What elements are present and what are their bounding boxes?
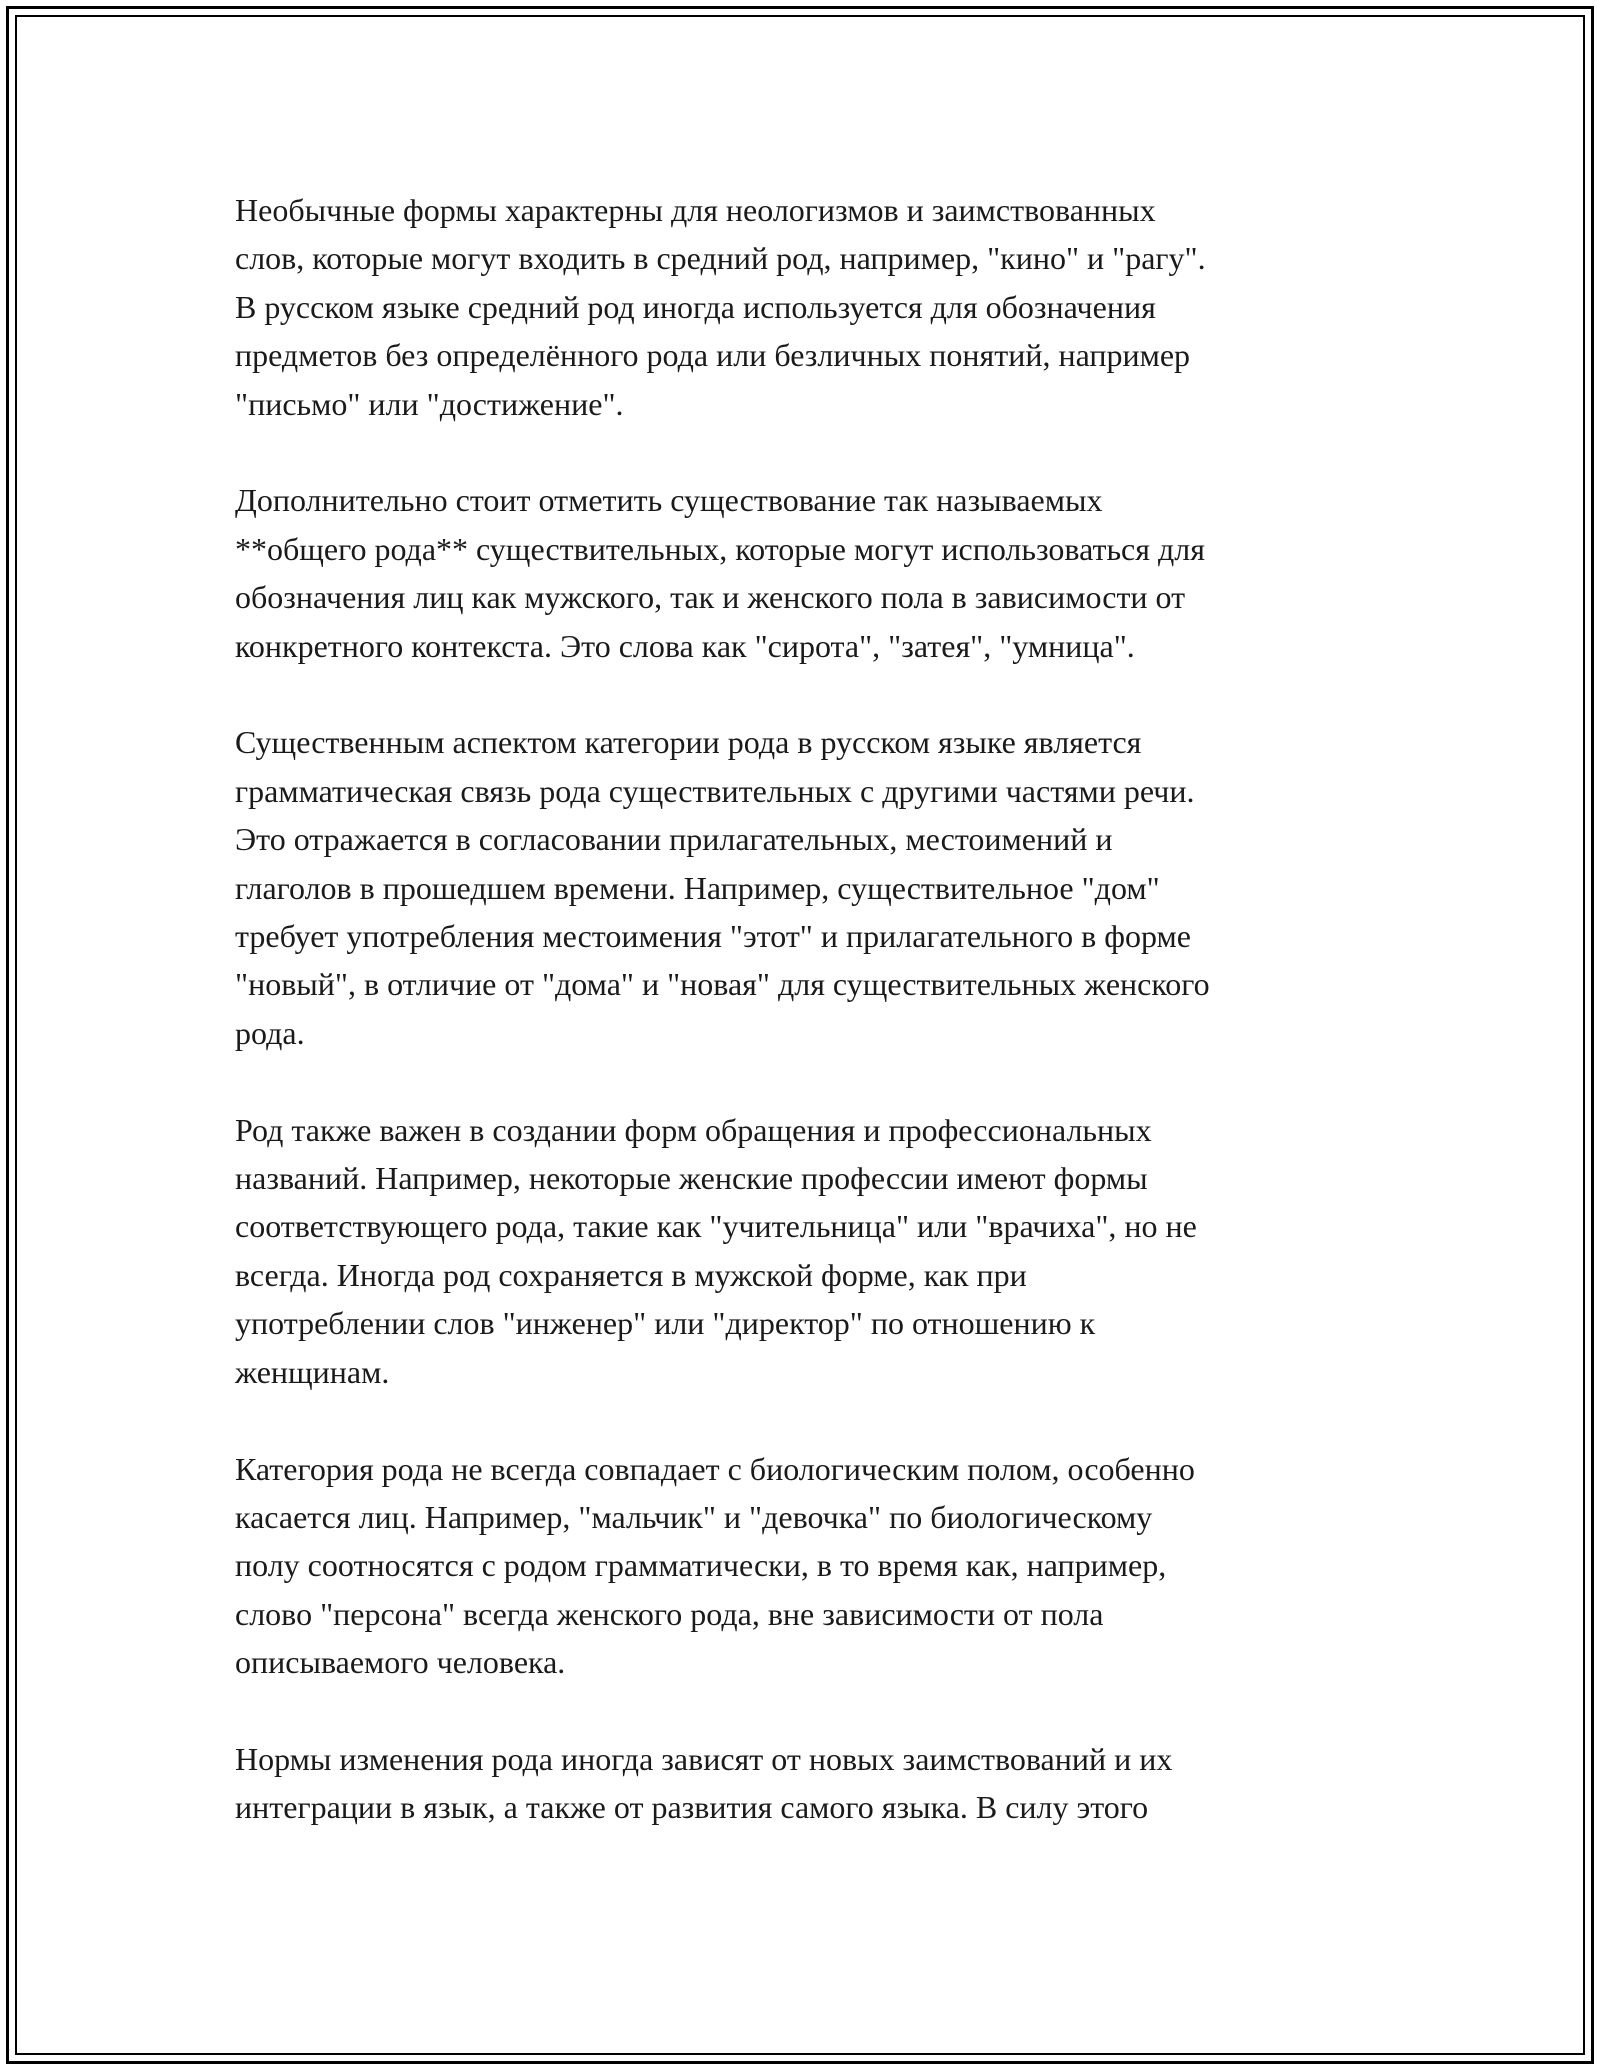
text-line: требует употребления местоимения "этот" и прилагательного в форме: [235, 918, 1191, 955]
text-line: слов, которые могут входить в средний род, например, "кино" и "рагу".: [235, 240, 1206, 277]
text-line: Существенным аспектом категории рода в русском языке является: [235, 724, 1142, 761]
text-line: названий. Например, некоторые женские профессии имеют формы: [235, 1160, 1148, 1197]
text-line: Категория рода не всегда совпадает с биологическим полом, особенно: [235, 1450, 1195, 1487]
text-line: грамматическая связь рода существительных с другими частями речи.: [235, 772, 1195, 809]
text-line: женщинам.: [235, 1353, 390, 1390]
paragraph: [235, 1735, 1385, 1832]
text-line: употреблении слов "инженер" или "директор" по отношению к: [235, 1305, 1096, 1342]
paragraph: [235, 1445, 1385, 1687]
text-line: "письмо" или "достижение".: [235, 385, 624, 422]
text-line: интеграции в язык, а также от развития самого языка. В силу этого: [235, 1789, 1149, 1826]
text-line: всегда. Иногда род сохраняется в мужской форме, как при: [235, 1256, 1027, 1293]
text-line: предметов без определённого рода или безличных понятий, например: [235, 337, 1191, 374]
text-line: Это отражается в согласовании прилагательных, местоимений и: [235, 821, 1113, 858]
text-line: Род также важен в создании форм обращения и профессиональных: [235, 1111, 1152, 1148]
text-line: Дополнительно стоит отметить существование так называемых: [235, 482, 1103, 519]
paragraph: [235, 1106, 1385, 1396]
text-line: "новый", в отличие от "дома" и "новая" для существительных женского: [235, 966, 1210, 1003]
text-line: соответствующего рода, такие как "учительница" или "врачиха", но не: [235, 1208, 1197, 1245]
paragraph: [235, 718, 1385, 1057]
text-line: **общего рода** существительных, которые могут использоваться для: [235, 530, 1205, 567]
text-line: Нормы изменения рода иногда зависят от новых заимствований и их: [235, 1740, 1173, 1777]
text-line: глаголов в прошедшем времени. Например, существительное "дом": [235, 869, 1160, 906]
text-line: касается лиц. Например, "мальчик" и "девочка" по биологическому: [235, 1498, 1153, 1535]
text-line: рода.: [235, 1014, 305, 1051]
text-line: слово "персона" всегда женского рода, вне зависимости от пола: [235, 1595, 1104, 1632]
text-line: В русском языке средний род иногда используется для обозначения: [235, 288, 1156, 325]
text-line: обозначения лиц как мужского, так и женского пола в зависимости от: [235, 579, 1186, 616]
text-line: конкретного контекста. Это слова как "сирота", "затея", "умница".: [235, 627, 1135, 664]
paragraph: [235, 476, 1385, 670]
paragraph: [235, 186, 1385, 428]
text-line: Необычные формы характерны для неологизмов и заимствованных: [235, 192, 1156, 228]
document-body: [235, 186, 1385, 1880]
text-line: описываемого человека.: [235, 1644, 566, 1681]
text-line: полу соотносятся с родом грамматически, в то время как, например,: [235, 1547, 1167, 1584]
